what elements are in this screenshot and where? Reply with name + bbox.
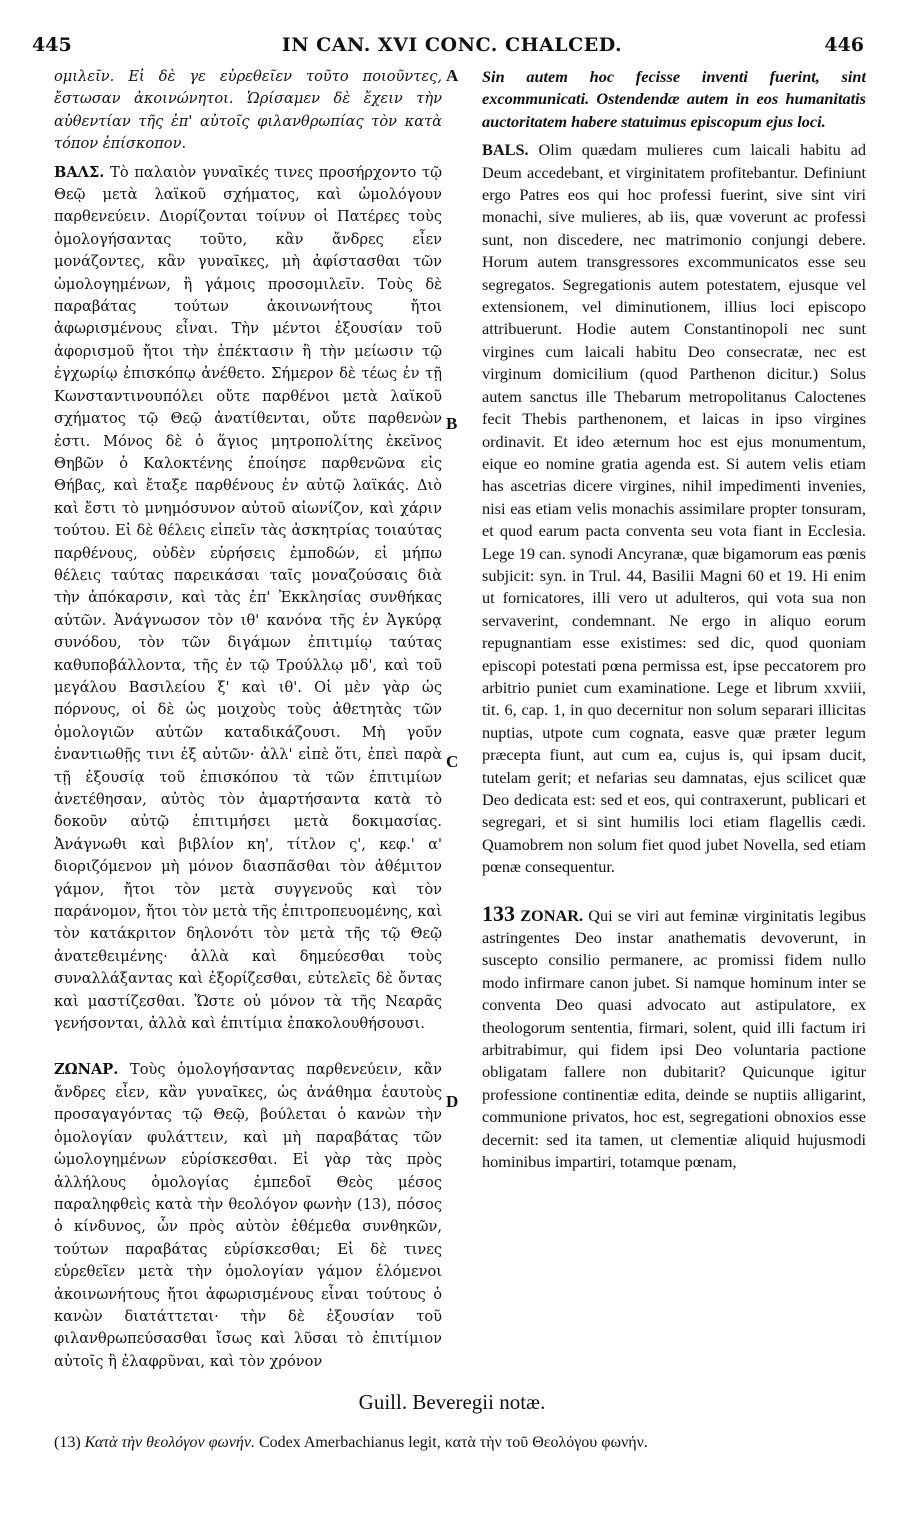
latin-canon-end: Sin autem hoc fecisse inventi fuerint, sint excommunicati. Ostendendæ autem in eos humanitatis auctoritatem habere statuimus episcopum ejus loci.: [482, 67, 866, 131]
greek-zonaras-label: ΖΩΝΑΡ.: [54, 1061, 119, 1079]
page-number-left: 445: [32, 34, 72, 56]
greek-canon-end: ομιλεῖν. Εἰ δὲ γε εὑρεθεῖεν τοῦτο ποιοῦντες, ἔστωσαν ἀκοινώνητοι. Ὡρίσαμεν δὲ ἔχειν τὴν αὐθεντίαν τῆς ἐπ' αὐτοῖς φιλανθρωπίας τὸν κατὰ τόπον ἐπίσκοπον.: [54, 68, 442, 153]
column-number: 133: [482, 900, 515, 926]
latin-balsamon-text: Olim quædam mulieres cum laicali habitu ad Deum accedebant, et virginitatem profitebantur. Definiunt ergo Patres eos qui hoc professi fuerint, sive sint viri monachi, sive mulieres, ab iis, quæ voverunt ac professi sunt, non discedere, nec matrimonio conjungi debere. Horum autem transgressores excommunicatos esse seu segregatos. Segregationis autem potestatem, ejusque vel extensionem, vel diminutionem, illius loci episcopo attribuerunt. Hodie autem Constantinopoli nec sunt virgines cum laicali habitu Deo consecratæ, nec est virginum domicilium (quod Parthenon dicitur.) Solus autem sanctus ille Thebarum metropolitanus Caloctenes fecit Thebis parthenonem, et laicas in ipso virgines ordinavit. Et ideo æternum hoc est ejus monumentum, eique eo nomine gratia agenda est. Si autem velis etiam has ascetrias dicere virgines, nihil impedimenti invenies, nisi eas etiam velis monachis assimilare propter tonsuram, et quod earum pacta conventa seu vota fiant in Ecclesia. Lege 19 can. synodi Ancyranæ, quæ bigamorum eas pœnis subjicit: syn. in Trul. 44, Basilii Magni 60 et 19. Hi enim ut fornicatores, illi vero ut adulteros, qui vota sua non servaverint, condemnant. Ne ergo in aliquo eorum repugnantiam esse existimes: sed dic, quod quoniam episcopi potestati pœna permissa est, ipse peccatorem pro arbitrio puniet cum examinatione. Lege et librum xxviii, tit. 6, cap. 1, in quo decernitur non solum separari illicitas nuptias, utpote cum cognata, easve quæ præter legum præcepta fiunt, aut cum ea, cujus is, qui ipsam ducit, tutelam gerit; et nefarias seu damnatas, ejus scilicet quæ Deo dedicata est: sed et eos, qui contraxerunt, publicari et segregari, et si sint humilis loci etiam flagellis cædi. Quamobrem non solum fiet quod jubet Novella, sed etiam pœnæ consequentur.: [482, 140, 866, 877]
latin-zonaras-text: Qui se viri aut feminæ virginitatis legibus astringentes Deo instar anathematis devoverunt, in suscepto consilio permanere, ac promissi fidem nullo modo infirmare canon jubet. Si namque hominum inter se conventa Deo quasi advocato aut astipulatore, ex theologorum sententia, firmari, solent, quid illi factum iri arbitrabimur, qui fidem ipsi Deo voluntaria pactione obligatam fallere non dubitarit? Quicunque igitur professione continentiæ edita, deinde se nuptiis alligarint, communione privatos, hoc est, segregationi obnoxios esse decernit: sed ita tamen, ut clementiæ aliquid hujusmodi hominibus impartiri, totamque pœnam,: [482, 905, 866, 1172]
greek-balsamon-text: Τὸ παλαιὸν γυναῖκές τινες προσήρχοντο τῷ Θεῷ μετὰ λαϊκοῦ σχήματος, καὶ ὡμολόγουν παρθενεύειν. Διορίζονται τοίνυν οἱ Πατέρες τοὺς ὁμολογήσαντας τοῦτο, κἂν ἄνδρες εἶεν μονάζοντες, κἂν γυναῖκες, μὴ ἀφίστασθαι τῶν ὡμολογημένων, ἢ γάμοις προσομιλεῖν. Τοὺς δὲ παραβάτας τούτων ἀκοινωνήτους ἤτοι ἀφωρισμένους εἶναι. Τὴν μέντοι ἐξουσίαν τοῦ ἀφορισμοῦ ἤτοι τὴν ἐπέκτασιν ἢ τὴν μείωσιν τῷ ἐγχωρίῳ ἐπισκόπῳ ἀνέθετο. Σήμερον δὲ τέως ἐν τῇ Κωνσταντινουπόλει οὔτε παρθένοι μετὰ λαϊκοῦ σχήματος τῷ Θεῷ ἀνατίθενται, οὔτε παρθενὼν ἐστι. Μόνος δὲ ὁ ἅγιος μητροπολίτης ἐκεῖνος Θηβῶν ὁ Καλοκτένης ἐποίησε παρθενῶνα εἰς Θήβας, καὶ ἔταξε παρθένους ἐν αὐτῷ λαϊκάς. Διὸ καὶ ἔστι τὸ μνημόσυνον αὐτοῦ αἰωνίζον, καὶ χάριν τούτου. Εἰ δὲ θέλεις εἰπεῖν τὰς ἀσκητρίας τοιαύτας παρθένους, οὐδὲν εὑρήσεις ἐμποδών, εἰ μήπω θέλεις ταύτας παρεικάσαι ταῖς μοναζούσαις διὰ τὴν ἀπόκαρσιν, καὶ τὰς ἐπ' Ἐκκλησίας συνθήκας αὐτῶν. Ἀνάγνωσον τὸν ιθ' κανόνα τῆς ἐν Ἀγκύρᾳ συνόδου, τὸν τῶν διγάμων ἐπιτιμίῳ ταύτας καθυποβάλλοντα, τῆς ἐν τῷ Τρούλλῳ μδ', καὶ τοῦ μεγάλου Βασιλείου ξ' καὶ ιθ'. Οἱ μὲν γὰρ ὡς πόρνους, οἱ δὲ ὡς μοιχοὺς τοὺς ἀθετητὰς τῶν ὁμολογιῶν αὐτῶν καταδικάζουσι. Μὴ γοῦν ἐναντιωθῇς τινι ἐξ αὐτῶν· ἀλλ' εἰπὲ ὅτι, ἐπεὶ παρὰ τῇ ἐξουσίᾳ τοῦ ἐπισκόπου τὰ τῶν ἐπιτιμίων ἀνετέθησαν, αὐτὸς τὸν ἁμαρτήσαντα κατὰ τὸ δοκοῦν αὐτῷ ἐπιτιμήσει μετὰ δοκιμασίας. Ἀνάγνωθι καὶ βιβλίον κη', τίτλον ς', κεφ.' α' διοριζόμενον μὴ μόνον διασπᾶσθαι τὸν ἀθέμιτον γάμον, ἤτοι τὸν μετὰ συγγενοῦς καὶ τὸν παράνομον, ἤτοι τὸν μετὰ τῆς ἐπιτροπευομένης, καὶ τὸν κατάκριτον δηλονότι τὸν μετὰ τῆς τῷ Θεῷ ἀνατεθειμένης· ἀλλὰ καὶ δημεύεσθαι τοὺς συναλλάξαντας καὶ ἐξορίζεσθαι, εὐτελεῖς δὲ ὄντας καὶ μαστίζεσθαι. Ὥστε οὐ μόνον τὰ τῆς Νεαρᾶς γενήσονται, ἀλλὰ καὶ ἐπιτίμια ἐπακολουθήσουσι.: [54, 163, 442, 1033]
footnote-number: (13): [54, 1434, 81, 1451]
greek-balsamon-label: ΒΑΛΣ.: [54, 163, 105, 181]
footnote-13: [54, 1432, 874, 1454]
footnote-text: Codex Amerbachianus legit, κατὰ τὴν τοῦ Θεολόγου φωνήν.: [258, 1434, 648, 1451]
running-title: IN CAN. XVI CONC. CHALCED.: [281, 34, 623, 56]
greek-column: [54, 66, 442, 1372]
latin-column: [482, 66, 866, 1372]
notes-title: Guill. Beveregii notæ.: [358, 1390, 546, 1414]
page-number-right: 446: [824, 34, 864, 56]
latin-balsamon-label: BALS.: [482, 140, 529, 160]
section-marker-c: C: [446, 752, 459, 771]
latin-zonaras-label: ZONAR.: [520, 905, 584, 925]
section-marker-d: D: [446, 1092, 459, 1111]
latin-zonaras: [482, 900, 866, 1174]
section-marker-b: B: [446, 414, 458, 433]
greek-balsamon: [54, 162, 442, 1036]
latin-balsamon: [482, 139, 866, 878]
greek-zonaras: [54, 1059, 442, 1372]
footnote-lemma: Κατὰ τὴν θεολόγον φωνήν.: [84, 1434, 255, 1451]
greek-zonaras-text: Τοὺς ὁμολογήσαντας παρθενεύειν, κἂν ἄνδρες εἶεν, κἂν γυναῖκες, ὡς ἀνάθημα ἑαυτοὺς προσαγαγόντας τῷ Θεῷ, βούλεται ὁ κανὼν τὴν ὁμολογίαν φυλάττειν, καὶ μὴ παραβάτας τῶν ὡμολογημένων εὑρίσκεσθαι. Εἰ γὰρ τὰς πρὸς ἀλλήλους ὁμολογίας ἐμπεδοῖ Θεὸς μέσος παραληφθεὶς κατὰ τὴν θεολόγον φωνὴν (13), πόσος ὁ κίνδυνος, ὧν πρὸς αὐτὸν ἐθέμεθα συνθηκῶν, τούτων παραβάτας εὑρίσκεσθαι; Εἰ δὲ τινες εὑρεθεῖεν μετὰ τὴν ὁμολογίαν γάμον ἑλόμενοι ἀκοινωνήτους ἤτοι ἀφωρισμένους εἶναι τούτους ὁ κανὼν διατάττεται· τὴν δὲ ἐξουσίαν τοῦ φιλανθρωπεύσασθαι ἴσως καὶ λῦσαι τὸ ἐπιτίμιον αὐτοῖς ἢ ἐλαφρῦναι, καὶ τὸν χρόνον: [54, 1061, 442, 1370]
section-marker-a: A: [446, 66, 459, 85]
